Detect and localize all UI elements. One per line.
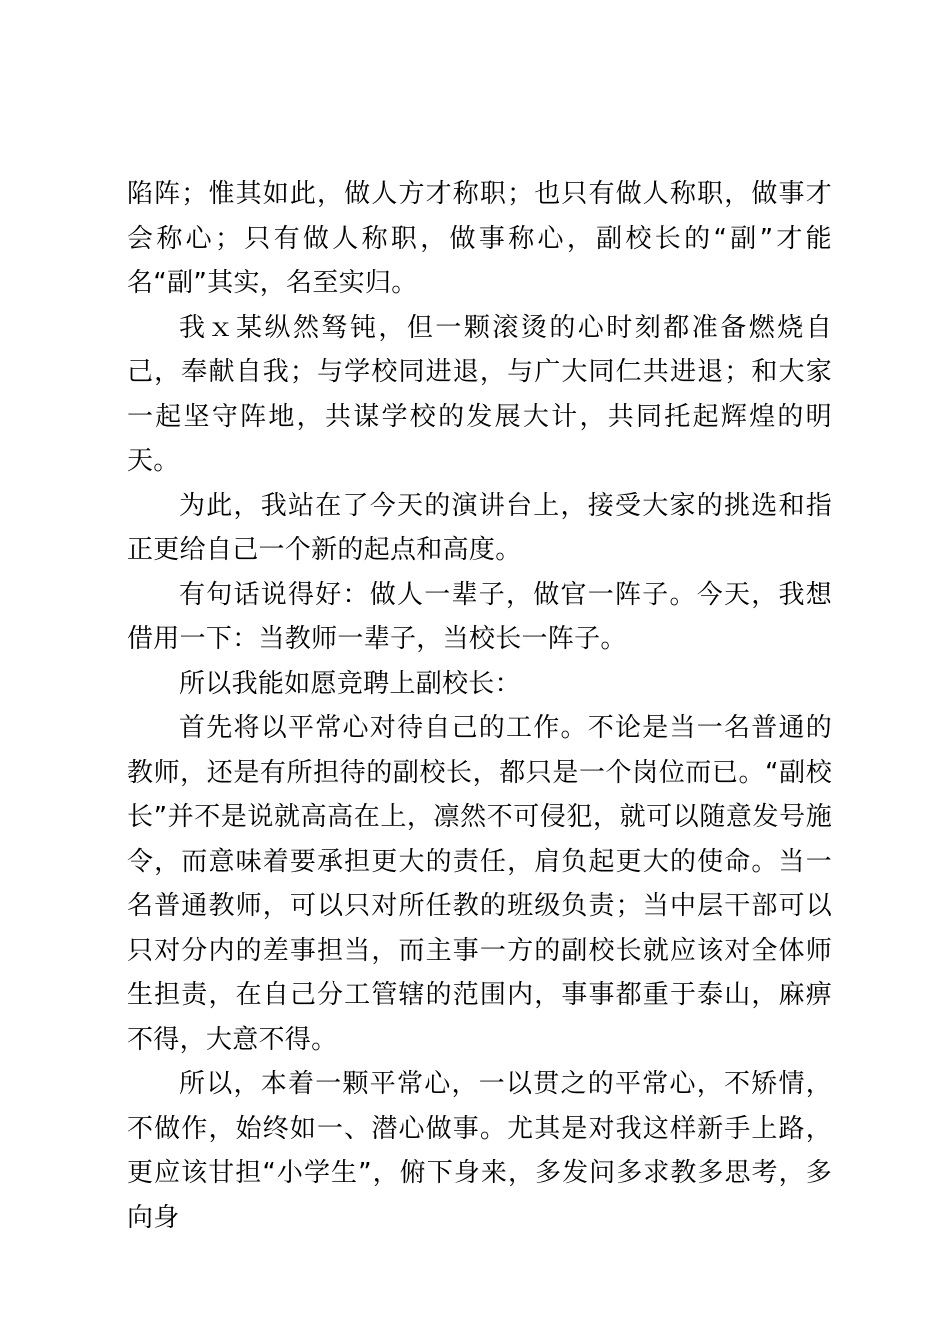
paragraph-6: 首先将以平常心对待自己的工作。不论是当一名普通的教师，还是有所担待的副校长，都只是一个岗位而已。“副校长”并不是说就高高在上，凛然不可侵犯，就可以随意发号施令，而意味着要承担更大的责任，肩负起更大的使命。当一名普通教师，可以只对所任教的班级负责；当中层干部可以只对分内的差事担当，而主事一方的副校长就应该对全体师生担责，在自己分工管辖的范围内，事事都重于泰山，麻痹不得，大意不得。 (127, 713, 832, 1055)
paragraph-2: 我ｘ某纵然驽钝，但一颗滚烫的心时刻都准备燃烧自己，奉献自我；与学校同进退，与广大同仁共进退；和大家一起坚守阵地，共谋学校的发展大计，共同托起辉煌的明天。 (127, 312, 832, 476)
paragraph-3: 为此，我站在了今天的演讲台上，接受大家的挑选和指正更给自己一个新的起点和高度。 (127, 490, 832, 565)
document-body (127, 172, 832, 1240)
paragraph-7: 所以，本着一颗平常心，一以贯之的平常心，不矫情，不做作，始终如一、潜心做事。尤其是对我这样新手上路，更应该甘担“小学生”，俯下身来，多发问多求教多思考，多向身 (127, 1069, 832, 1233)
paragraph-4: 有句话说得好：做人一辈子，做官一阵子。今天，我想借用一下：当教师一辈子，当校长一阵子。 (127, 579, 832, 654)
paragraph-1: 陷阵；惟其如此，做人方才称职；也只有做人称职，做事才会称心；只有做人称职，做事称心，副校长的“副”才能名“副”其实，名至实归。 (127, 179, 832, 298)
paragraph-5: 所以我能如愿竞聘上副校长： (179, 668, 521, 699)
